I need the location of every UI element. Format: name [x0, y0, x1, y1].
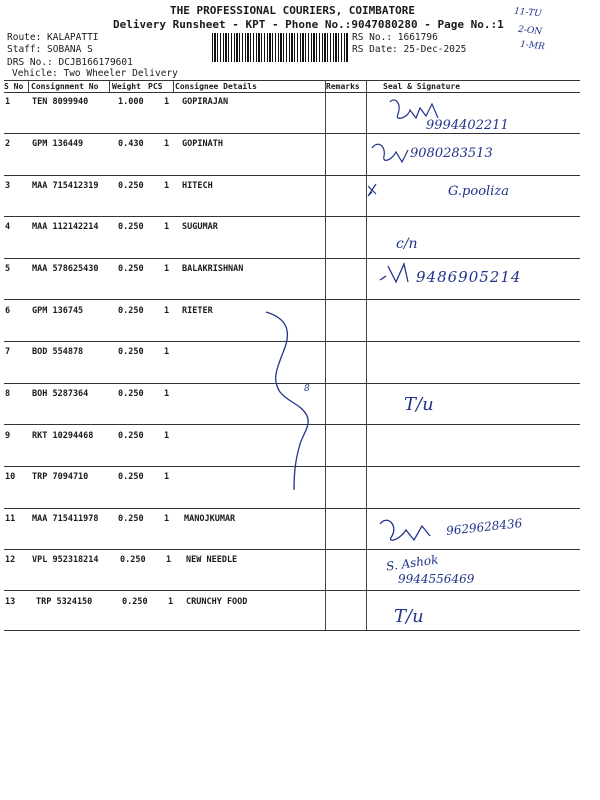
- row-weight: 1.000: [118, 97, 144, 107]
- row-pcs: 1: [164, 306, 170, 316]
- row-weight: 0.250: [118, 514, 144, 524]
- row-consignee: CRUNCHY FOOD: [186, 597, 248, 607]
- row-sno: 13: [5, 597, 16, 607]
- row-weight: 0.250: [118, 181, 144, 191]
- vehicle-label: Vehicle: Two Wheeler Delivery: [12, 68, 178, 79]
- row-weight: 0.250: [118, 222, 144, 232]
- col-header-pcs: PCS: [148, 82, 163, 91]
- row-consignee: HITECH: [182, 181, 213, 191]
- corner-note-1: 11-TU: [513, 6, 543, 20]
- row-pcs: 1: [164, 472, 170, 482]
- row-consignee: MANOJKUMAR: [184, 514, 236, 524]
- row-consignee: GOPIRAJAN: [182, 97, 229, 107]
- handwritten-bracket-mark: 8: [304, 384, 310, 394]
- row-sno: 1: [5, 97, 11, 107]
- row-consignment-no: RKT 10294468: [32, 431, 94, 441]
- col-header-consignment: Consignment No: [31, 82, 99, 91]
- handwritten-name-row12: S. Ashok: [385, 552, 440, 574]
- row-pcs: 1: [164, 264, 170, 274]
- row-pcs: 1: [164, 431, 170, 441]
- row-consignment-no: GPM 136449: [32, 139, 84, 149]
- document-title: THE PROFESSIONAL COURIERS, COIMBATORE: [170, 4, 416, 17]
- handwritten-phone-row12: 9944556469: [398, 572, 475, 586]
- row-sno: 4: [5, 222, 11, 232]
- col-header-sno: S No: [4, 82, 24, 91]
- handwritten-phone-row11: 9629628436: [445, 516, 523, 538]
- row-consignment-no: BOD 554878: [32, 347, 84, 357]
- row-consignee: GOPINATH: [182, 139, 223, 149]
- row-weight: 0.250: [118, 389, 144, 399]
- rs-date: RS Date: 25-Dec-2025: [352, 44, 467, 55]
- corner-note-3: 1-MR: [519, 39, 546, 53]
- col-header-signature: Seal & Signature: [383, 82, 461, 91]
- signature-scribble-row1: [390, 100, 438, 118]
- row-sno: 8: [5, 389, 11, 399]
- handwritten-phone-row1: 9994402211: [426, 118, 509, 133]
- row-weight: 0.250: [118, 306, 144, 316]
- drs-number: DRS No.: DCJB166179601: [7, 57, 133, 68]
- row-consignee: NEW NEEDLE: [186, 555, 238, 565]
- handwritten-note-row8: T/u: [404, 394, 434, 415]
- handwritten-phone-row2: 9080283513: [410, 146, 493, 161]
- row-weight: 0.250: [118, 431, 144, 441]
- col-header-remarks: Remarks: [326, 82, 360, 91]
- row-consignment-no: MAA 715412319: [32, 181, 99, 191]
- signature-scribble-row2: [372, 144, 408, 162]
- col-header-weight: Weight: [112, 82, 141, 91]
- row-consignment-no: BOH 5287364: [32, 389, 89, 399]
- row-weight: 0.250: [118, 347, 144, 357]
- row-pcs: 1: [168, 597, 174, 607]
- signature-scribble-row11: [380, 520, 430, 540]
- handwritten-note-row4: c/n: [396, 236, 418, 252]
- row-pcs: 1: [164, 222, 170, 232]
- row-sno: 9: [5, 431, 11, 441]
- row-consignment-no: MAA 578625430: [32, 264, 99, 274]
- row-consignment-no: VPL 952318214: [32, 555, 99, 565]
- rs-number: RS No.: 1661796: [352, 32, 438, 43]
- col-header-consignee: Consignee Details: [175, 82, 257, 91]
- row-weight: 0.250: [118, 472, 144, 482]
- row-pcs: 1: [164, 139, 170, 149]
- row-consignment-no: MAA 715411978: [32, 514, 99, 524]
- row-consignment-no: TEN 8099940: [32, 97, 89, 107]
- row-weight: 0.250: [120, 555, 146, 565]
- row-pcs: 1: [164, 97, 170, 107]
- row-sno: 5: [5, 264, 11, 274]
- corner-note-2: 2-ON: [517, 24, 543, 38]
- handwritten-note-row13: T/u: [394, 606, 424, 627]
- row-weight: 0.430: [118, 139, 144, 149]
- row-sno: 11: [5, 514, 16, 524]
- row-consignment-no: MAA 112142214: [32, 222, 99, 232]
- row-consignee: SUGUMAR: [182, 222, 218, 232]
- row-pcs: 1: [166, 555, 172, 565]
- document-subtitle: Delivery Runsheet - KPT - Phone No.:9047080280 - Page No.:1: [113, 18, 504, 31]
- row-pcs: 1: [164, 181, 170, 191]
- signature-scribble-row5: [380, 264, 408, 282]
- row-sno: 3: [5, 181, 11, 191]
- row-sno: 2: [5, 139, 11, 149]
- row-weight: 0.250: [122, 597, 148, 607]
- handwritten-sign-row3: G.pooliza: [448, 184, 509, 199]
- handwritten-phone-row5: 9486905214: [416, 268, 522, 286]
- row-pcs: 1: [164, 347, 170, 357]
- row-sno: 6: [5, 306, 11, 316]
- row-consignment-no: GPM 136745: [32, 306, 84, 316]
- row-sno: 12: [5, 555, 16, 565]
- row-consignee: RIETER: [182, 306, 213, 316]
- row-weight: 0.250: [118, 264, 144, 274]
- row-consignment-no: TRP 7094710: [32, 472, 89, 482]
- route-label: Route: KALAPATTI: [7, 32, 99, 43]
- bracket-mark: [266, 312, 308, 490]
- row-sno: 10: [5, 472, 16, 482]
- row-consignee: BALAKRISHNAN: [182, 264, 244, 274]
- signature-scribble-row3: [368, 184, 376, 196]
- row-pcs: 1: [164, 389, 170, 399]
- row-sno: 7: [5, 347, 11, 357]
- staff-label: Staff: SOBANA S: [7, 44, 93, 55]
- row-pcs: 1: [164, 514, 170, 524]
- row-consignment-no: TRP 5324150: [36, 597, 93, 607]
